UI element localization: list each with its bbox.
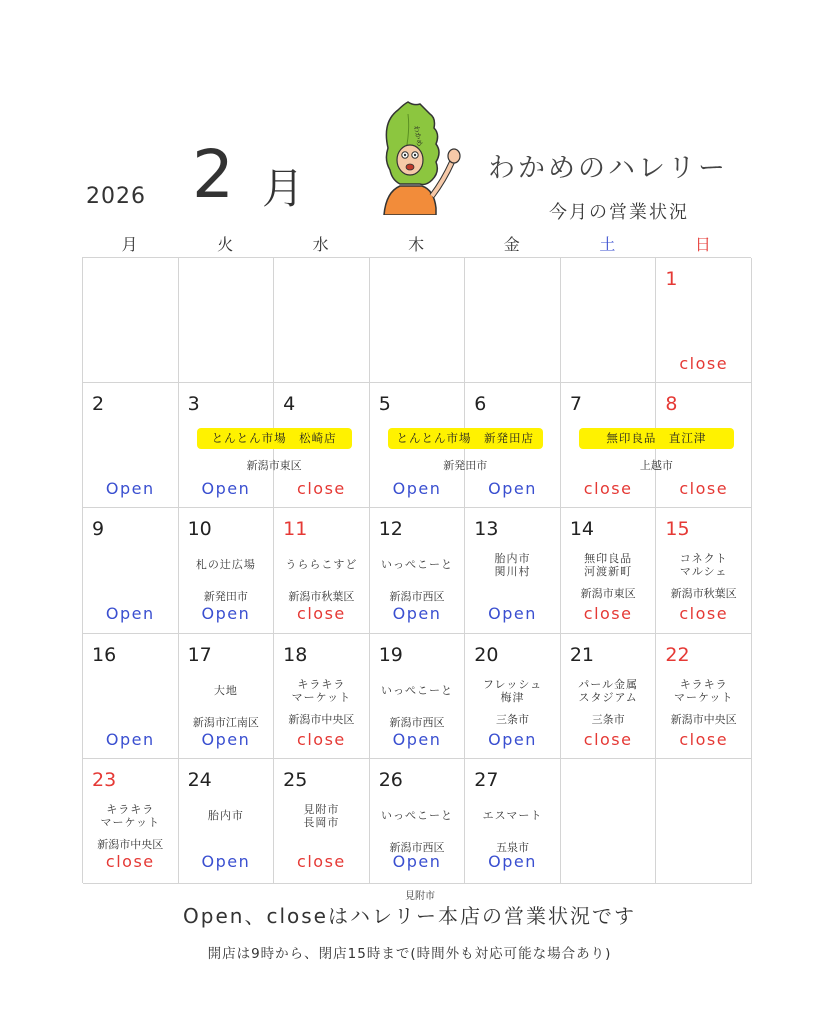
shop-status: close	[679, 729, 729, 749]
shop-status: Open	[488, 479, 537, 499]
calendar-empty-cell	[656, 759, 752, 884]
day-number: 23	[92, 768, 117, 791]
day-number: 6	[474, 393, 487, 416]
day-number: 20	[474, 643, 499, 666]
venue-name: フレッシュ 梅津	[482, 677, 543, 704]
wakame-mascot-illustration	[370, 100, 470, 215]
calendar-day-cell	[465, 759, 561, 884]
day-number: 15	[665, 518, 690, 541]
calendar-day-cell	[370, 759, 466, 884]
event-area: 上越市	[639, 459, 673, 473]
venue-area: 新潟市中央区	[288, 712, 355, 726]
venue-area: 新潟市秋葉区	[288, 590, 355, 604]
day-number: 26	[378, 768, 403, 791]
day-number: 13	[474, 518, 499, 541]
shop-status: close	[297, 604, 346, 624]
day-number: 4	[283, 393, 296, 416]
shop-status: Open	[488, 604, 537, 624]
shop-status: close	[297, 851, 346, 871]
calendar-day-cell	[274, 759, 370, 884]
day-number: 3	[187, 393, 200, 416]
shop-status: close	[297, 479, 346, 499]
calendar-day-cell	[465, 634, 561, 759]
shop-status: close	[583, 729, 633, 749]
venue-area: 新潟市西区	[389, 590, 445, 604]
venue-name: コネクト マルシェ	[679, 552, 728, 579]
day-number: 8	[665, 393, 678, 416]
weekday-sat: 土	[599, 235, 616, 254]
venue-area: 新潟市西区	[389, 840, 445, 854]
mascot-label: わかめ	[412, 124, 424, 148]
shop-status: Open	[392, 851, 442, 871]
day-number: 21	[569, 643, 595, 666]
calendar-day-cell	[656, 508, 752, 633]
venue-name: いっぺこーと	[380, 683, 453, 697]
shop-status: Open	[488, 851, 537, 871]
day-number: 16	[92, 643, 117, 666]
calendar-day-cell	[370, 634, 466, 759]
venue-area: 新発田市	[203, 590, 248, 604]
shop-name: わかめのハレリー	[488, 153, 728, 184]
weekday-mon: 月	[121, 235, 138, 254]
shop-status: Open	[392, 604, 442, 624]
event-banner: とんとん市場 松崎店	[197, 428, 352, 449]
venue-area: 三条市	[591, 712, 625, 726]
shop-status: Open	[105, 729, 155, 749]
shop-status: close	[297, 729, 346, 749]
weekday-fri: 金	[503, 235, 520, 254]
day-number: 11	[283, 518, 308, 541]
venue-area: 五泉市	[496, 840, 530, 854]
subtitle: 今月の営業状況	[549, 202, 689, 223]
calendar-empty-cell	[561, 759, 657, 884]
venue-name: 札の辻広場	[195, 558, 256, 572]
month-unit: 月	[262, 164, 305, 213]
calendar-empty-cell	[274, 258, 370, 383]
shop-status: Open	[201, 851, 251, 871]
venue-name: 見附市 長岡市	[303, 802, 340, 829]
day-number: 24	[187, 768, 212, 791]
day-number: 9	[92, 518, 105, 541]
calendar-day-cell	[656, 634, 752, 759]
calendar-day-cell	[274, 508, 370, 633]
calendar-day-cell	[179, 759, 275, 884]
shop-status: Open	[105, 604, 155, 624]
month-number: 2	[192, 136, 234, 213]
year: 2026	[86, 184, 146, 209]
venue-name: キラキラ マーケット	[673, 677, 734, 704]
shop-status: Open	[201, 479, 251, 499]
day-number: 25	[283, 768, 308, 791]
day-number: 19	[378, 643, 403, 666]
shop-status: close	[583, 479, 633, 499]
event-banner: とんとん市場 新発田店	[388, 428, 543, 449]
calendar-day-cell	[83, 508, 179, 633]
venue-name: エスマート	[482, 808, 543, 822]
day-number: 18	[283, 643, 308, 666]
venue-name: 大地	[213, 683, 238, 697]
shop-status: Open	[392, 479, 442, 499]
calendar-day-cell	[561, 508, 657, 633]
calendar-day-cell	[370, 508, 466, 633]
venue-name: 胎内市	[207, 808, 244, 822]
venue-name: パール金属 スタジアム	[578, 677, 639, 704]
calendar-empty-cell	[83, 258, 179, 383]
venue-area: 新潟市中央区	[97, 837, 164, 851]
day-number: 22	[665, 643, 690, 666]
venue-area: 新潟市中央区	[670, 712, 737, 726]
shop-status: close	[105, 851, 155, 871]
calendar-day-cell	[656, 258, 752, 383]
event-area: 新潟市東区	[246, 459, 302, 473]
footer-status-note: Open、closeはハレリー本店の営業状況です	[183, 904, 636, 928]
day-number: 12	[378, 518, 403, 541]
venue-name: 胎内市 関川村	[494, 552, 531, 579]
calendar-day-cell	[179, 508, 275, 633]
calendar-day-cell	[561, 634, 657, 759]
day-number: 14	[569, 518, 595, 541]
venue-area: 新潟市西区	[389, 715, 445, 729]
calendar-empty-cell	[561, 258, 657, 383]
calendar-empty-cell	[179, 258, 275, 383]
shop-status: close	[679, 354, 729, 373]
day-number: 5	[378, 393, 391, 416]
event-banner: 無印良品 直江津	[579, 428, 734, 449]
venue-area: 新潟市秋葉区	[670, 587, 737, 601]
calendar-day-cell	[465, 508, 561, 633]
venue-name: キラキラ マーケット	[291, 677, 352, 704]
venue-area: 三条市	[496, 712, 530, 726]
venue-area: 新潟市江南区	[192, 715, 259, 729]
venue-name: いっぺこーと	[380, 808, 453, 822]
calendar-empty-cell	[465, 258, 561, 383]
footer-hours-note: 開店は9時から、閉店15時まで(時間外も対応可能な場合あり)	[207, 946, 612, 962]
day-number: 1	[665, 268, 678, 290]
event-area: 新発田市	[443, 459, 488, 473]
weekday-thu: 木	[408, 235, 425, 254]
day-number: 10	[187, 518, 212, 541]
calendar-empty-cell	[370, 258, 466, 383]
calendar-day-cell	[83, 759, 179, 884]
weekday-sun: 日	[694, 235, 711, 254]
shop-status: close	[679, 604, 729, 624]
day-number: 2	[92, 393, 105, 416]
day-number: 27	[474, 768, 499, 791]
calendar-day-cell	[83, 383, 179, 508]
venue-area: 新潟市東区	[580, 587, 636, 601]
venue-name: うららこすど	[285, 558, 358, 572]
venue-name: キラキラ マーケット	[100, 802, 160, 829]
calendar-day-cell	[83, 634, 179, 759]
calendar-grid	[82, 257, 751, 883]
shop-status: Open	[488, 729, 537, 749]
venue-name: 無印良品 河渡新町	[584, 552, 633, 579]
calendar-day-cell	[179, 634, 275, 759]
day-number: 7	[569, 393, 582, 416]
overflow-note: 見附市	[405, 891, 435, 902]
calendar-day-cell	[274, 634, 370, 759]
weekday-tue: 火	[217, 235, 234, 254]
weekday-wed: 水	[312, 235, 329, 254]
shop-status: Open	[392, 729, 442, 749]
shop-status: close	[679, 479, 729, 499]
shop-status: Open	[201, 729, 251, 749]
venue-name: いっぺこーと	[380, 558, 453, 572]
shop-status: Open	[105, 479, 155, 499]
shop-status: Open	[201, 604, 251, 624]
shop-status: close	[583, 604, 633, 624]
day-number: 17	[187, 643, 212, 666]
